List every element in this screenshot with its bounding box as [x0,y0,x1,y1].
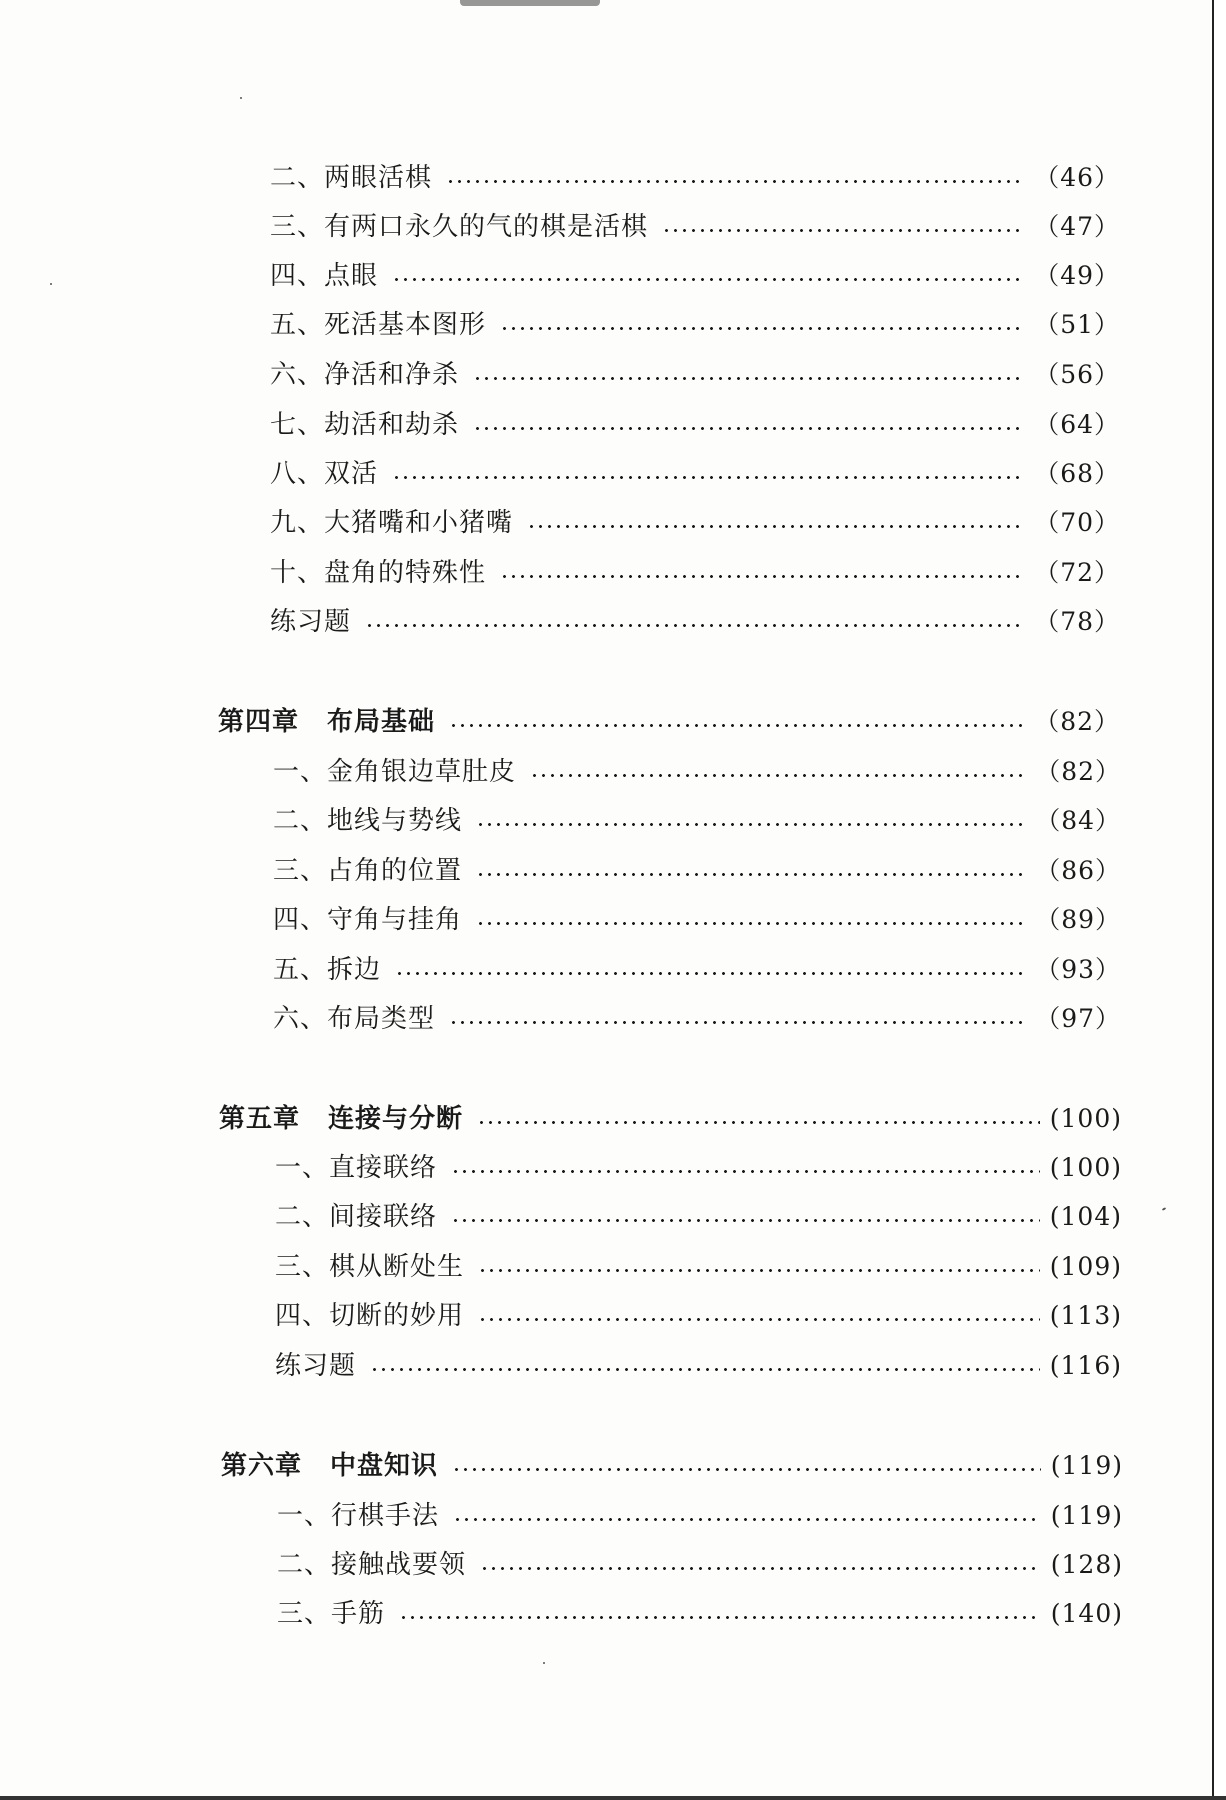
toc-entry-title: 一、金角银边草肚皮 [273,757,517,787]
dot-leader [399,1616,1041,1619]
toc-entry-page: (119) [1050,1501,1123,1530]
toc-entry[interactable] [270,454,1120,494]
toc-entry[interactable] [270,553,1120,593]
toc-entry[interactable] [275,1247,1122,1287]
toc-entry-title: 八、双活 [270,459,379,489]
toc-entry-title: 三、手筋 [277,1599,386,1629]
toc-entry-title: 三、棋从断处生 [275,1252,465,1282]
toc-entry-page: （70） [1034,508,1120,537]
toc-entry-page: （89） [1035,905,1121,934]
toc-entry[interactable] [277,1594,1123,1634]
toc-entry[interactable] [270,207,1120,247]
toc-entry[interactable] [273,999,1121,1039]
toc-entry-page: （84） [1035,806,1121,835]
toc-entry-page: (128) [1050,1550,1123,1579]
toc-entry[interactable] [270,158,1120,198]
toc-entry-page: （82） [1035,757,1121,786]
toc-entry[interactable] [273,752,1121,792]
toc-entry-page: （78） [1034,607,1120,636]
toc-entry-title: 一、直接联络 [275,1153,438,1183]
dot-leader [500,327,1024,330]
dot-leader [453,1518,1041,1521]
toc-entry[interactable] [275,1197,1122,1237]
dot-leader [473,427,1024,430]
toc-entry[interactable] [273,851,1121,891]
dot-leader [478,1318,1040,1321]
dot-leader [395,972,1025,975]
dot-leader [476,823,1025,826]
chapter-name: 中盘知识 [330,1451,439,1481]
toc-entry[interactable] [275,1346,1122,1386]
dot-leader [365,624,1024,627]
chapter-name: 布局基础 [327,707,436,737]
dot-leader [392,278,1024,281]
toc-entry-title: 二、地线与势线 [273,806,463,836]
dot-leader [449,1021,1025,1024]
toc-entry-page: （97） [1035,1004,1121,1033]
toc-entry[interactable] [270,503,1120,543]
toc-entry-title: 四、切断的妙用 [275,1301,465,1331]
toc-entry-title: 三、有两口永久的气的棋是活棋 [270,212,649,242]
dot-leader [530,774,1025,777]
toc-entry-title: 二、接触战要领 [277,1550,467,1580]
toc-entry-page: （64） [1034,410,1120,439]
dot-leader [477,1121,1040,1124]
dot-leader [478,1269,1040,1272]
toc-entry[interactable] [273,801,1121,841]
toc-entry-page: （86） [1035,856,1121,885]
toc-entry[interactable] [277,1545,1123,1585]
toc-entry[interactable] [270,305,1120,345]
dot-leader [500,575,1024,578]
toc-entry-title: 练习题 [275,1351,357,1381]
toc-entry-page: （68） [1034,459,1120,488]
chapter-label: 第五章 [219,1104,301,1134]
toc-entry[interactable] [270,405,1120,445]
toc-entry-page: (100) [1049,1153,1122,1182]
toc-chapter-heading[interactable] [219,1099,1122,1139]
toc-entry-title: 七、劫活和劫杀 [270,410,460,440]
toc-entry-page: (116) [1049,1351,1122,1380]
dot-leader [476,922,1025,925]
toc-entry[interactable] [270,256,1120,296]
toc-entry-title: 练习题 [270,607,352,637]
dot-leader [662,229,1024,232]
toc-entry[interactable] [273,950,1121,990]
toc-entry-page: (100) [1049,1104,1122,1133]
dot-leader [473,377,1024,380]
dot-leader [480,1567,1041,1570]
toc-entry-page: （46） [1034,163,1120,192]
toc-entry-page: （51） [1034,310,1120,339]
dot-leader [446,180,1024,183]
dot-leader [451,1219,1040,1222]
toc-entry-page: (119) [1050,1451,1123,1480]
toc-entry-title: 三、占角的位置 [273,856,463,886]
toc-chapter-heading[interactable] [218,702,1120,742]
toc-entry-page: (109) [1049,1252,1122,1281]
toc-entry-page: （49） [1034,261,1120,290]
toc-entry[interactable] [275,1296,1122,1336]
toc-entry-page: （56） [1034,360,1120,389]
toc-entry-page: （93） [1035,955,1121,984]
toc-entry-page: (140) [1050,1599,1123,1628]
toc-entry-title: 一、行棋手法 [277,1501,440,1531]
toc-entry-page: （72） [1034,558,1120,587]
toc-entry-title: 二、两眼活棋 [270,163,433,193]
toc-entry-title: 十、盘角的特殊性 [270,558,487,588]
toc-chapter-title [218,702,443,742]
toc-entry-title: 九、大猪嘴和小猪嘴 [270,508,514,538]
toc-entry-title: 四、守角与挂角 [273,905,463,935]
toc-entry-title: 二、间接联络 [275,1202,438,1232]
toc-entry[interactable] [277,1496,1123,1536]
toc-entry[interactable] [275,1148,1122,1188]
dot-leader [527,525,1024,528]
chapter-label: 第四章 [218,707,300,737]
toc-entry-title: 六、净活和净杀 [270,360,460,390]
toc-entry[interactable] [273,900,1121,940]
toc-entry[interactable] [270,355,1120,395]
chapter-name: 连接与分断 [328,1104,464,1134]
toc-entry-title: 五、死活基本图形 [270,310,487,340]
toc-chapter-heading[interactable] [221,1446,1123,1486]
chapter-label: 第六章 [221,1451,303,1481]
dot-leader [370,1368,1040,1371]
toc-chapter-title [221,1446,446,1486]
dot-leader [449,724,1024,727]
toc-entry-title: 五、拆边 [273,955,382,985]
toc-entry-page: （47） [1034,212,1120,241]
toc-entry-page: (113) [1049,1301,1122,1330]
toc-entry-page: (104) [1049,1202,1122,1231]
dot-leader [392,476,1024,479]
toc-entry-title: 六、布局类型 [273,1004,436,1034]
toc-chapter-title [219,1099,471,1139]
dot-leader [476,873,1025,876]
toc-entry-title: 四、点眼 [270,261,379,291]
toc-entry-page: （82） [1034,707,1120,736]
toc-entry[interactable] [270,602,1120,642]
dot-leader [452,1468,1041,1471]
dot-leader [451,1170,1040,1173]
